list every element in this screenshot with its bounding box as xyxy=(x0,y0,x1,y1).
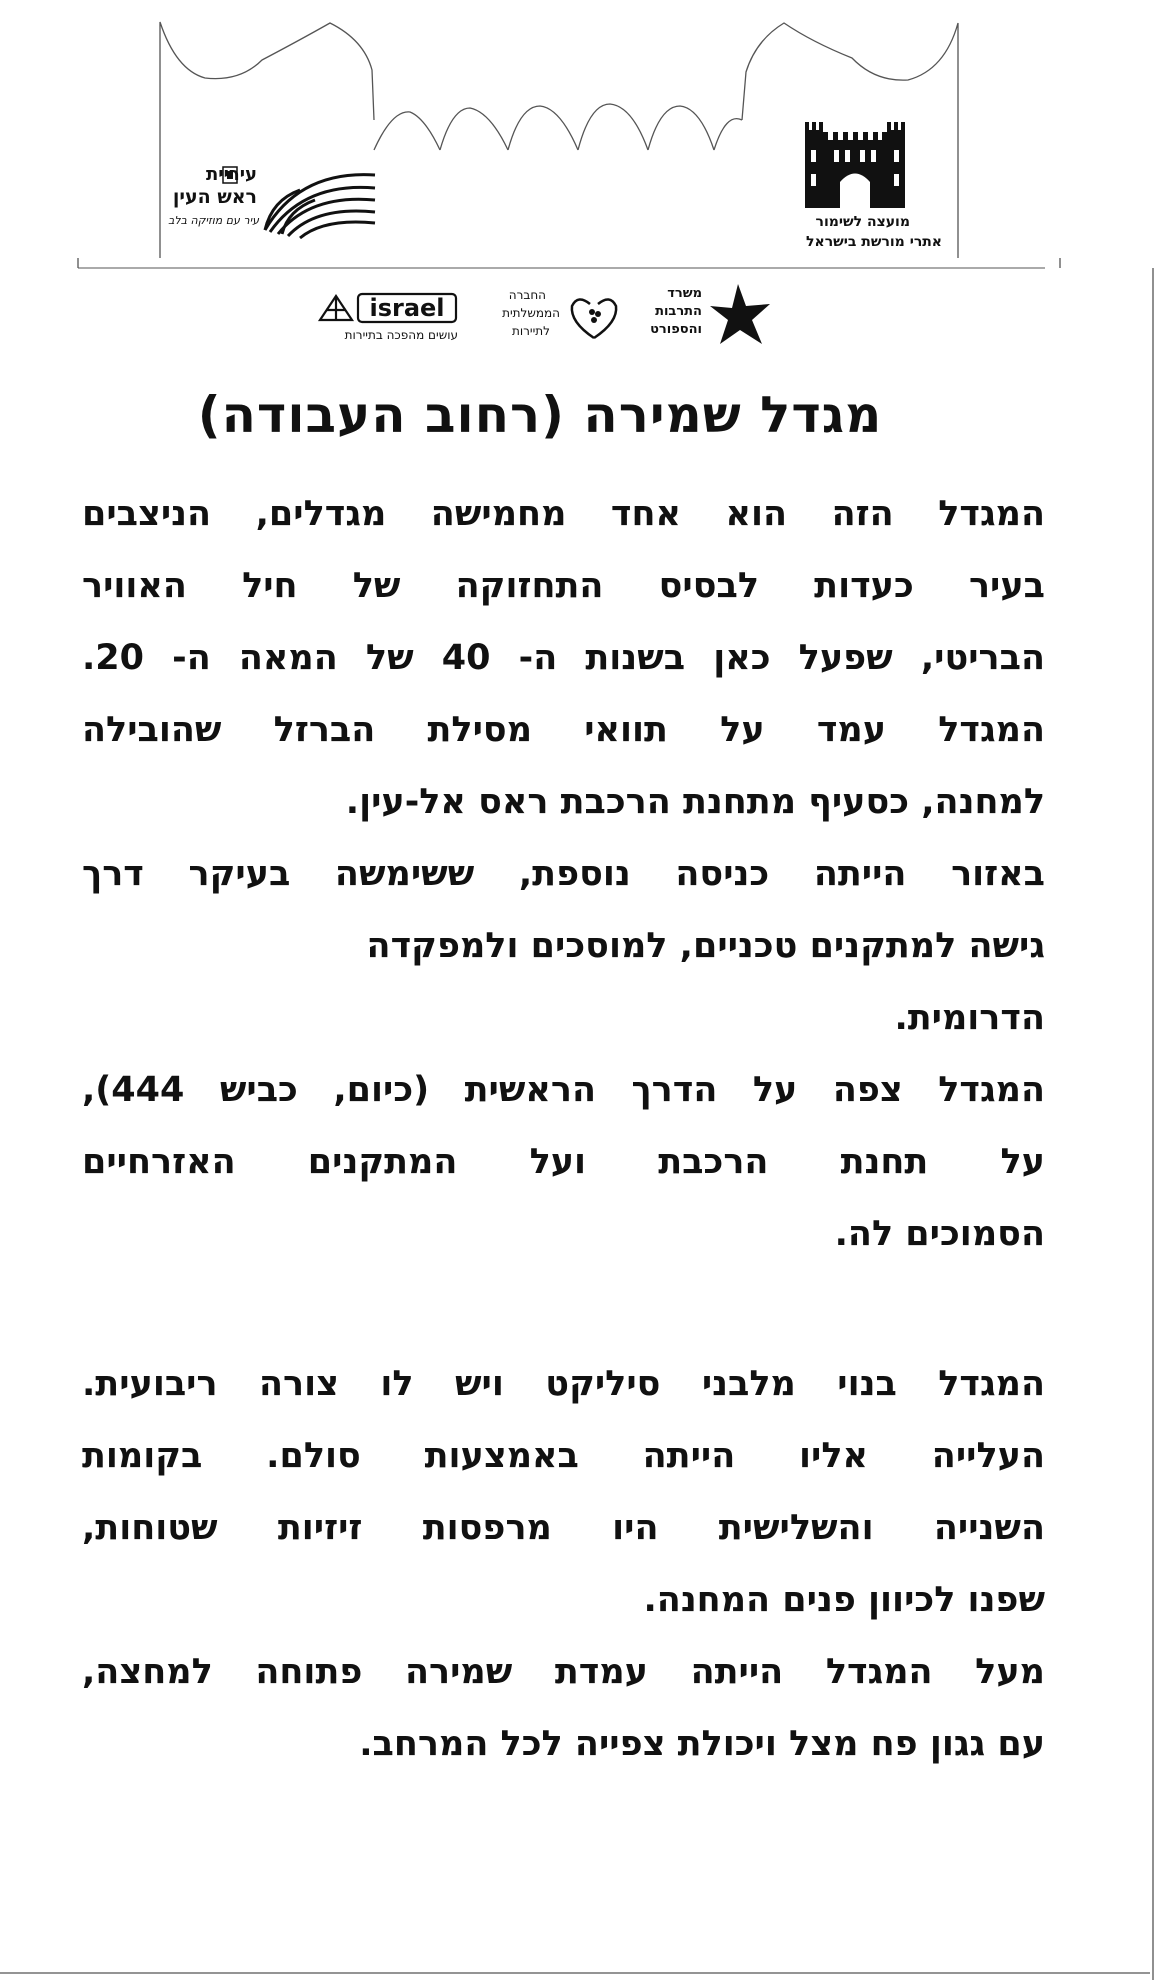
page-title: מגדל שמירה (רחוב העבודה) xyxy=(197,386,883,444)
text-line: מעל המגדל הייתה עמדת שמירה פתוחה למחצה, xyxy=(82,1652,1045,1692)
tourism-company-label-3: לתיירות xyxy=(511,324,550,338)
israel-tourism-logo xyxy=(312,288,462,348)
star-icon xyxy=(708,282,772,346)
text-line: למחנה, כסעיף מתחנת הרכבת ראס אל-עין. xyxy=(345,782,1045,822)
text-line: שפנו לכיוון פנים המחנה. xyxy=(643,1580,1045,1620)
text-line: בעיר כעדות לבסיס התחזוקה של חיל האוויר xyxy=(82,566,1045,606)
rosh-haayin-logo xyxy=(160,160,375,240)
heritage-council-logo xyxy=(770,110,950,260)
tourism-company-logo xyxy=(470,282,630,352)
text-line: באזור הייתה כניסה נוספת, ששימשה בעיקר דרך xyxy=(82,854,1045,894)
ministry-label-2: התרבות xyxy=(655,304,702,319)
text-line: המגדל צפה על הדרך הראשית (כיום, כביש 444), xyxy=(82,1070,1045,1110)
castle-icon xyxy=(800,110,910,210)
ministry-label-3: והספורט xyxy=(650,322,702,337)
text-line: הסמוכים לה. xyxy=(834,1214,1045,1254)
heart-grape-icon xyxy=(564,292,624,342)
text-line: גישה למתקנים טכניים, למוסכים ולמפקדה xyxy=(366,926,1045,966)
svg-text:israel: israel xyxy=(369,294,445,322)
rosh-haayin-emblem-icon xyxy=(260,160,380,240)
israel-wordmark-icon xyxy=(314,290,460,324)
text-line: המגדל בנוי מלבני סיליקט ויש לו צורה ריבועית. xyxy=(82,1364,1045,1404)
ministry-of-culture-logo xyxy=(640,278,780,353)
tourism-company-label-1: החברה xyxy=(508,288,546,302)
text-line: עם גגון פח מצל ויכולת צפייה לכל המרחב. xyxy=(359,1724,1045,1764)
municipality-label-1: עיריית xyxy=(205,164,257,185)
tourism-company-label-2: הממשלתית xyxy=(502,306,560,320)
text-line: השנייה והשלישית היו מרפסות זיזיות שטוחות, xyxy=(82,1508,1045,1548)
text-line: הדרומית. xyxy=(894,998,1045,1038)
paragraph-1 xyxy=(82,478,1045,1270)
municipality-slogan: עיר עם מוזיקה בלב xyxy=(168,214,259,227)
ministry-label-1: משרד xyxy=(667,286,702,301)
text-line: המגדל עמד על תוואי מסילת הברזל שהובילה xyxy=(82,710,1045,750)
council-label-2: אתרי מורשת בישראל xyxy=(806,234,942,250)
text-line: הבריטי, שפעל כאן בשנות ה- 40 של המאה ה- 20. xyxy=(82,638,1045,678)
text-line: העלייה אליו הייתה באמצעות סולם. בקומות xyxy=(82,1436,1045,1476)
text-line: על תחנת הרכבת ועל המתקנים האזרחיים xyxy=(82,1142,1045,1182)
municipality-label-2: ראש העין xyxy=(172,186,257,208)
paragraph-2 xyxy=(82,1348,1045,1780)
text-line: המגדל הזה הוא אחד מחמישה מגדלים, הניצבים xyxy=(82,494,1045,534)
council-label-1: מועצה לשימור xyxy=(815,214,910,230)
israel-tourism-slogan: עושים מהפכה בתיירות xyxy=(344,328,458,342)
